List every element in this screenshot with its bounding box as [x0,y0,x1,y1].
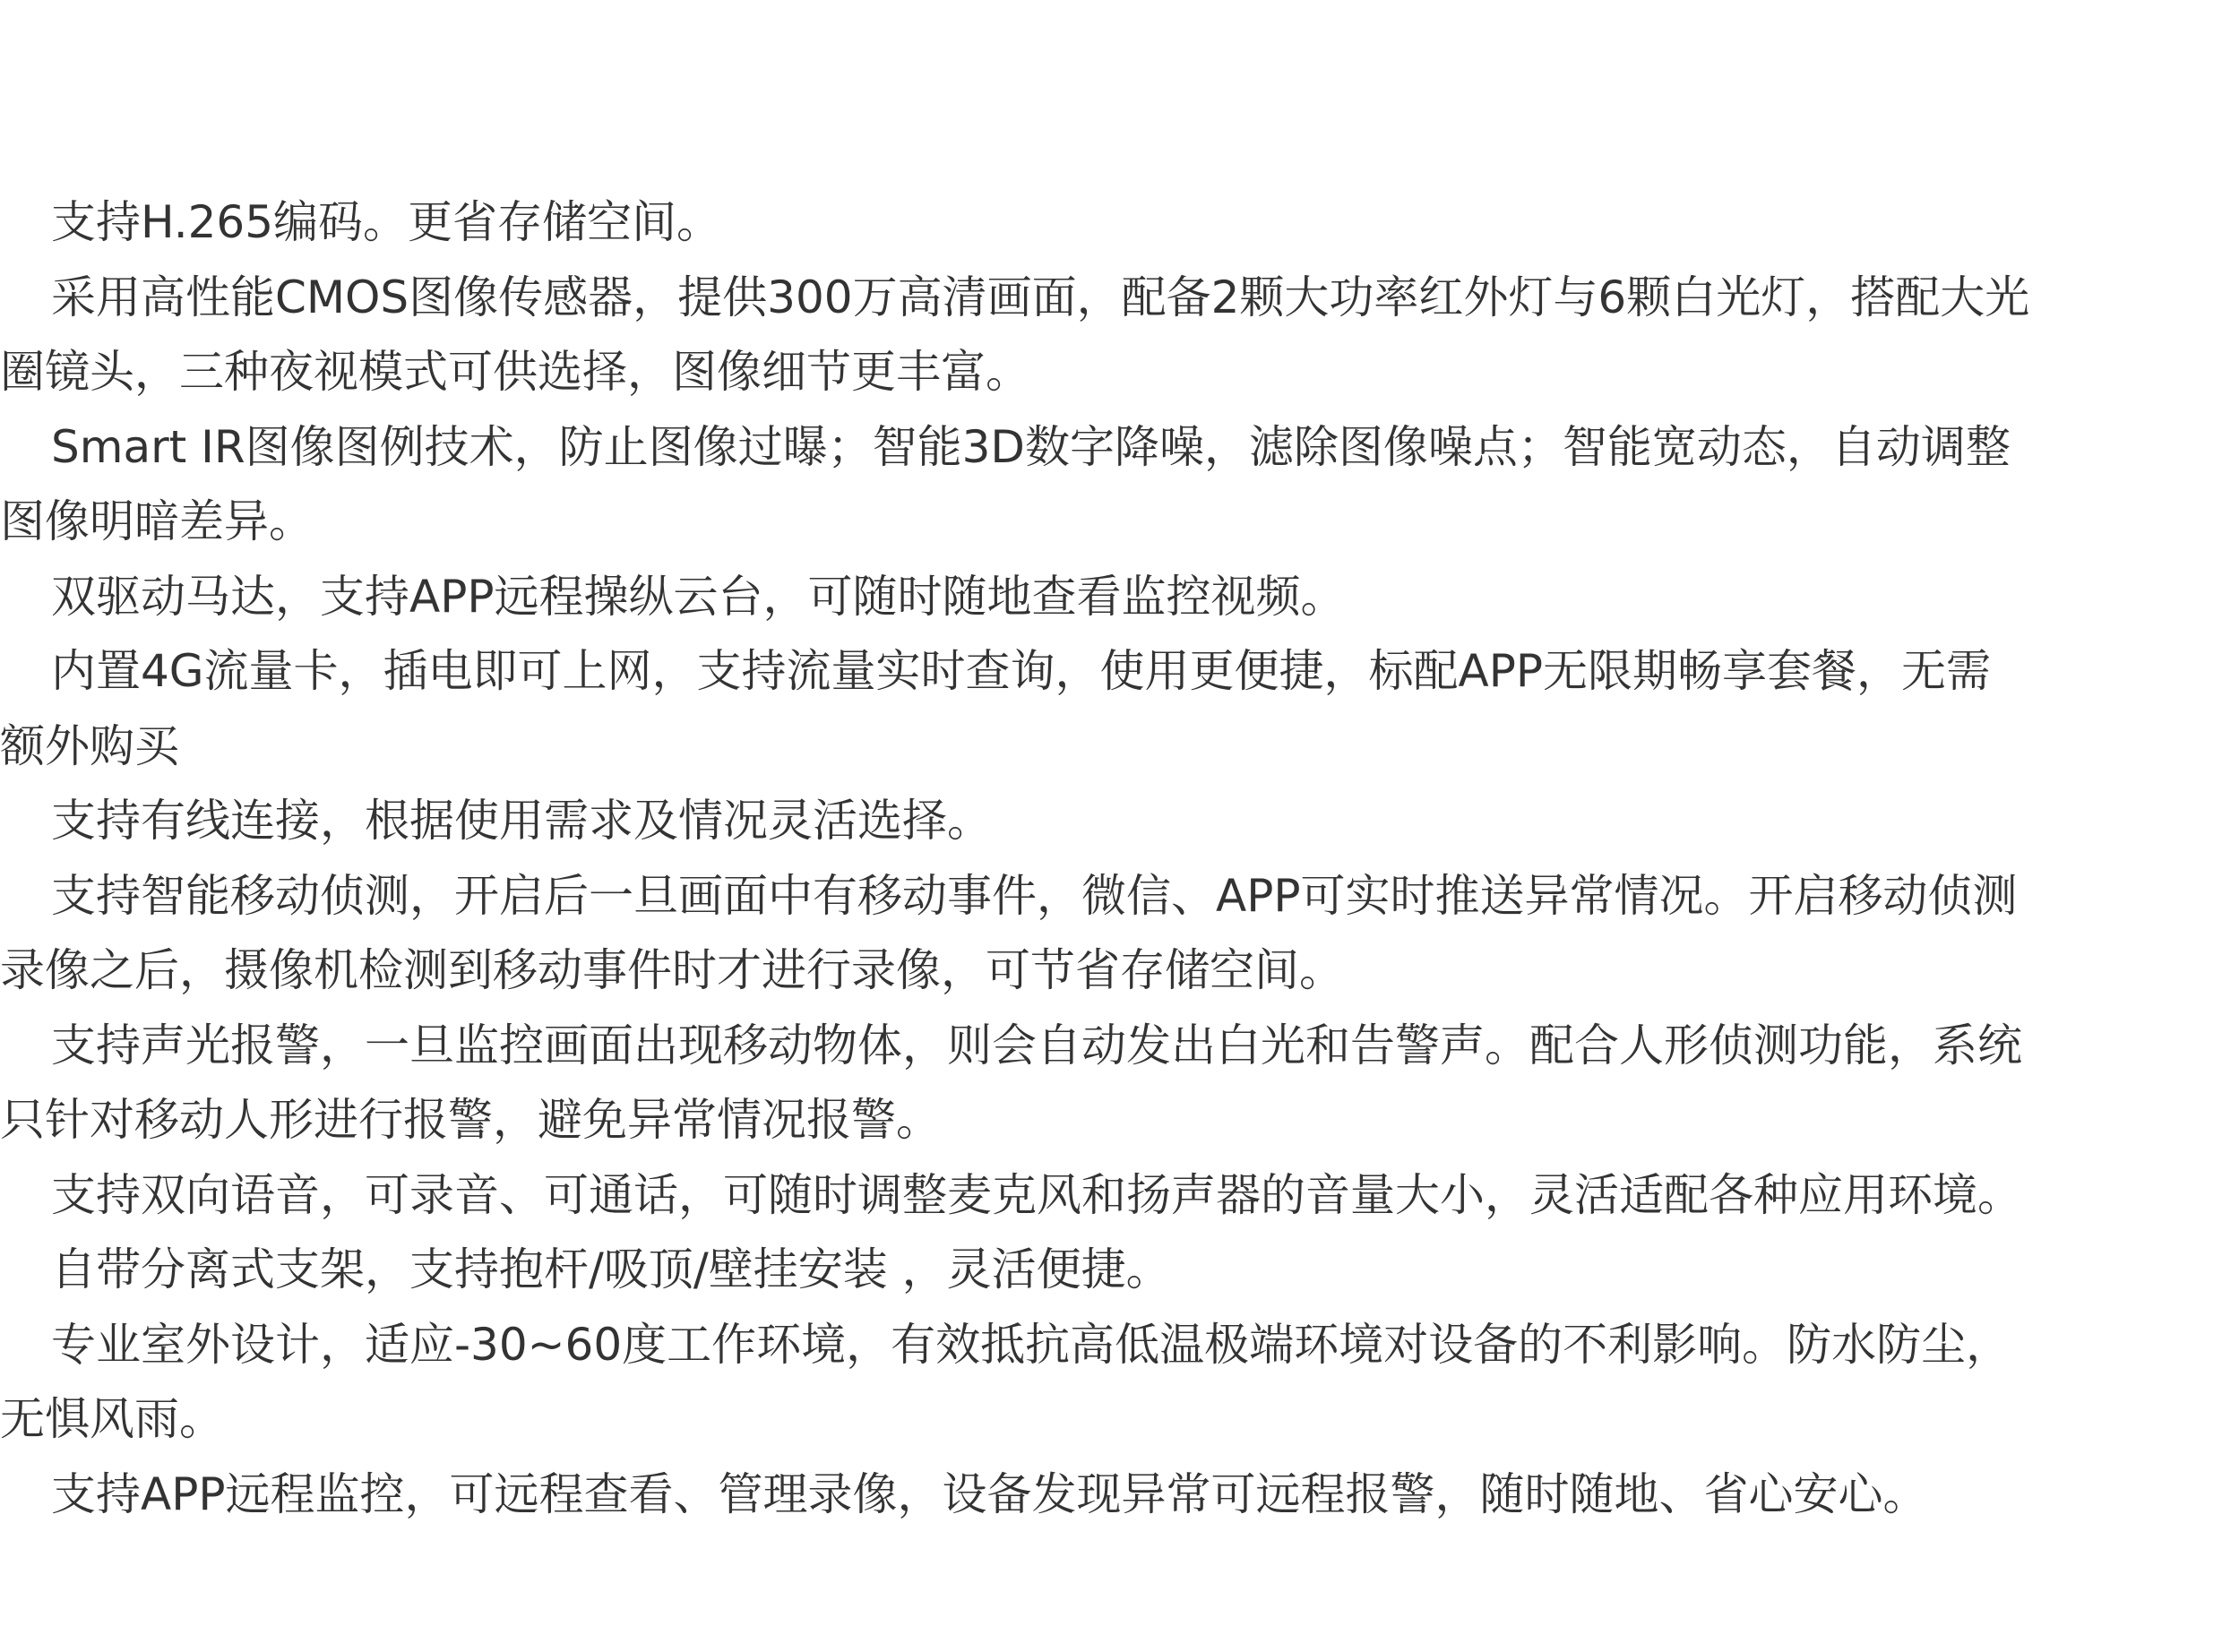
paragraph-line: 专业室外设计，适应-30~60度工作环境，有效抵抗高低温极端环境对设备的不利影响。防水防尘， [51,1318,2011,1371]
paragraph-line: 无惧风雨。 [0,1393,224,1445]
feature-paragraph-bracket [0,1233,2222,1308]
paragraph-line: 圈镜头，三种夜视模式可供选择，图像细节更丰富。 [0,346,1030,398]
feature-paragraph-remote-monitoring [0,1458,2222,1533]
paragraph-line: 采用高性能CMOS图像传感器，提供300万高清画面，配备2颗大功率红外灯与6颗白光灯，搭配大光 [51,271,2030,323]
paragraph-line: 支持有线连接，根据使用需求及情况灵活选择。 [51,795,992,847]
paragraph-line: 额外购买 [0,719,179,772]
feature-paragraph-4g-card [0,634,2222,784]
paragraph-line: 支持声光报警，一旦监控画面出现移动物体，则会自动发出白光和告警声。配合人形侦测功能，系统 [51,1019,2022,1071]
paragraph-line: 内置4G流量卡，插电即可上网，支持流量实时查询，使用更便捷，标配APP无限期畅享套餐，无需 [51,645,1992,697]
paragraph-line: 支持双向语音，可录音、可通话，可随时调整麦克风和扬声器的音量大小，灵活适配各种应用环境。 [51,1168,2022,1221]
paragraph-line: 双驱动马达，支持APP远程操纵云台，可随时随地查看监控视频。 [51,570,1346,623]
product-feature-document [0,185,2222,1532]
feature-paragraph-two-way-audio [0,1158,2222,1234]
feature-paragraph-dual-motor [0,560,2222,635]
feature-paragraph-image-sensor [0,261,2222,410]
feature-paragraph-motion-detection [0,859,2222,1009]
feature-paragraph-outdoor-design [0,1308,2222,1458]
paragraph-line: 只针对移动人形进行报警，避免异常情况报警。 [0,1094,941,1146]
paragraph-line: 自带分离式支架，支持抱杆/吸顶/壁挂安装 ，灵活便捷。 [51,1243,1171,1295]
feature-paragraph-alarm [0,1009,2222,1158]
paragraph-line: 支持H.265编码。更省存储空间。 [51,196,722,248]
feature-paragraph-wired-connection [0,784,2222,859]
feature-paragraph-encoding [0,185,2222,261]
paragraph-line: 支持智能移动侦测，开启后一旦画面中有移动事件，微信、APP可实时推送异常情况。开启移动侦测 [51,869,2018,922]
paragraph-line: 图像明暗差异。 [0,495,314,547]
paragraph-line: Smart IR图像图例技术，防止图像过曝；智能3D数字降噪，滤除图像噪点；智能宽动态，自动调整 [51,420,2011,473]
paragraph-line: 支持APP远程监控，可远程查看、管理录像，设备发现异常可远程报警，随时随地、省心安心。 [51,1467,1928,1520]
paragraph-line: 录像之后，摄像机检测到移动事件时才进行录像，可节省存储空间。 [0,944,1344,996]
feature-paragraph-smart-ir [0,410,2222,560]
